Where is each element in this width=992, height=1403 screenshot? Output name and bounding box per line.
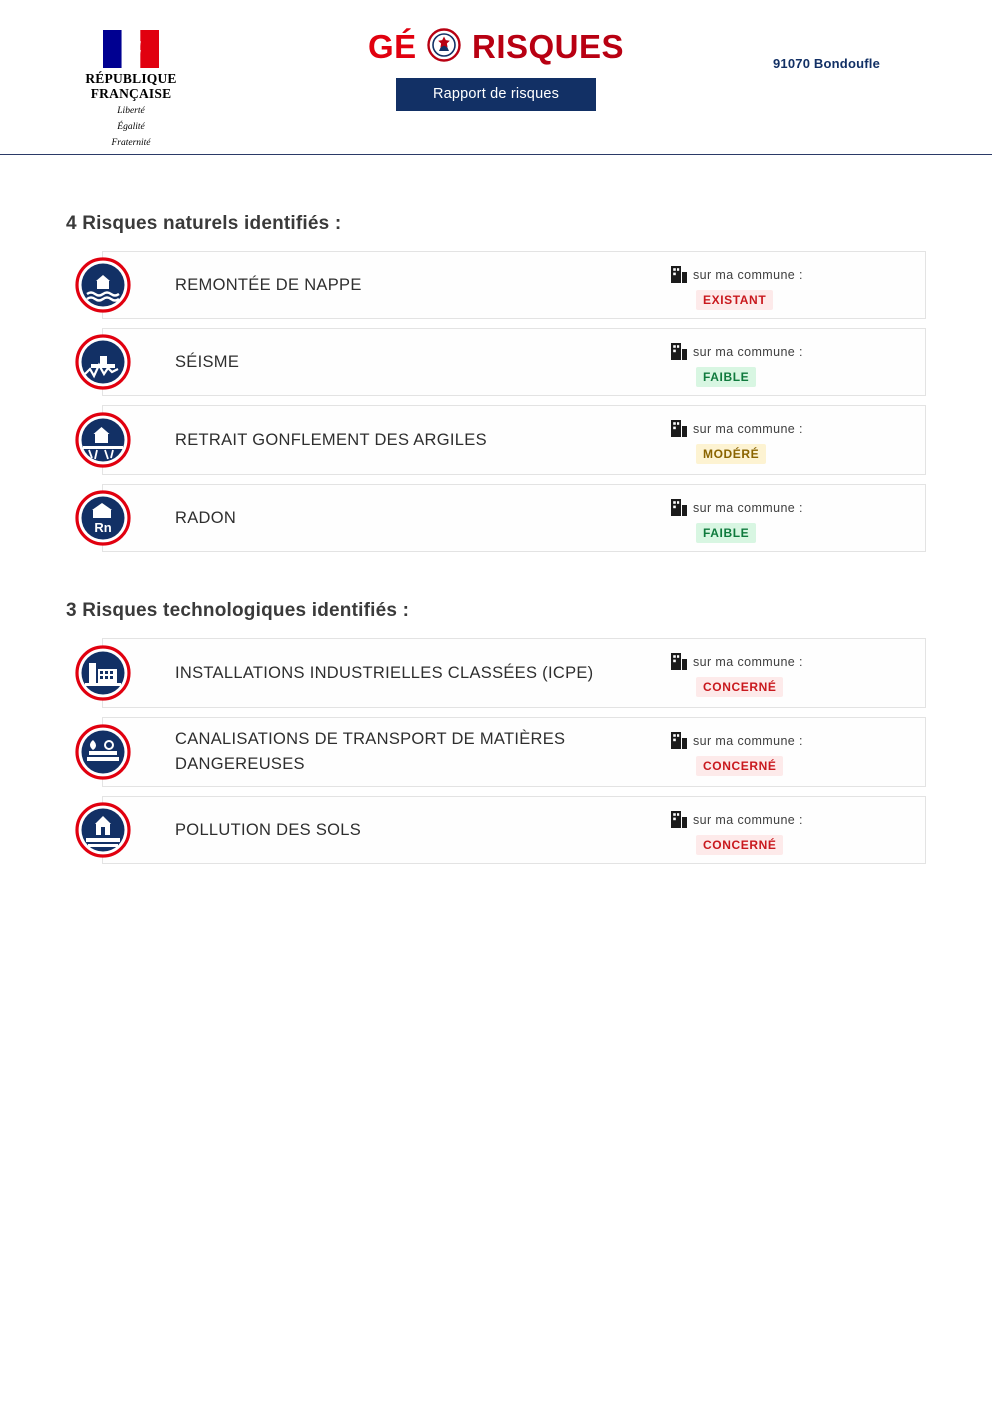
status-label: sur ma commune : [693,267,803,282]
section-title-natural: 4 Risques naturels identifiés : [66,213,342,234]
brand-title-second: RISQUES [471,28,625,65]
republique-francaise-logo [66,30,196,149]
georisques-brand [346,28,646,111]
risk-label: SÉISME [175,352,240,371]
risk-status [671,653,911,697]
status-label: sur ma commune : [693,344,803,359]
natural-risk-list [94,251,926,552]
pollution-des-sols-icon [75,802,131,858]
table-row[interactable] [102,638,926,708]
status-label: sur ma commune : [693,500,803,515]
table-row[interactable] [102,796,926,864]
table-row[interactable] [102,328,926,396]
page-header [0,0,992,155]
status-label: sur ma commune : [693,812,803,827]
retrait-gonflement-argiles-icon [75,412,131,468]
status-badge: CONCERNÉ [696,677,783,697]
svg-text:Rn: Rn [94,520,112,535]
section-title-technological: 3 Risques technologiques identifiés : [66,600,410,621]
risk-status [671,732,911,776]
commune-building-icon [671,653,687,670]
commune-building-icon [671,499,687,516]
risk-label: CANALISATIONS DE TRANSPORT DE MATIÈRES DANGEREUSES [175,730,566,773]
risk-status [671,343,911,387]
table-row[interactable] [102,717,926,787]
canalisations-transport-icon [75,724,131,780]
commune-building-icon [671,811,687,828]
status-badge: FAIBLE [696,367,756,387]
report-content [0,213,992,864]
status-badge: CONCERNÉ [696,835,783,855]
table-row[interactable] [102,405,926,475]
risk-label: POLLUTION DES SOLS [175,820,362,839]
french-flag-icon [103,30,159,68]
status-badge: CONCERNÉ [696,756,783,776]
commune-building-icon [671,732,687,749]
risk-label: RADON [175,508,237,527]
status-label: sur ma commune : [693,733,803,748]
risk-status [671,266,911,310]
risk-label: REMONTÉE DE NAPPE [175,275,362,294]
georisques-seal-icon [427,28,461,68]
table-row[interactable] [102,251,926,319]
table-row[interactable] [94,484,926,552]
status-label: sur ma commune : [693,654,803,669]
rapport-de-risques-button[interactable]: Rapport de risques [396,78,596,111]
brand-title [346,28,646,68]
risk-status [671,420,911,464]
motto-liberte: Liberté [117,106,145,116]
risk-label: RETRAIT GONFLEMENT DES ARGILES [175,430,487,449]
commune-building-icon [671,420,687,437]
remontee-de-nappe-icon [75,257,131,313]
risk-status [671,811,911,855]
republique-line-2: FRANÇAISE [90,85,172,101]
status-badge: EXISTANT [696,290,773,310]
risk-status [671,499,911,543]
radon-icon [75,490,131,546]
status-badge: MODÉRÉ [696,444,766,464]
motto-egalite: Égalité [117,122,145,132]
risk-label: INSTALLATIONS INDUSTRIELLES CLASSÉES (ICPE) [175,663,594,682]
status-badge: FAIBLE [696,523,756,543]
commune-building-icon [671,343,687,360]
commune-label: 91070 Bondoufle [772,56,880,71]
republique-line-1: RÉPUBLIQUE [85,71,177,86]
commune-building-icon [671,266,687,283]
brand-title-first: GÉ [367,28,417,65]
status-label: sur ma commune : [693,421,803,436]
motto-fraternite: Fraternité [111,138,151,148]
installations-industrielles-icon [75,645,131,701]
seisme-icon [75,334,131,390]
technological-risk-list [102,638,926,864]
